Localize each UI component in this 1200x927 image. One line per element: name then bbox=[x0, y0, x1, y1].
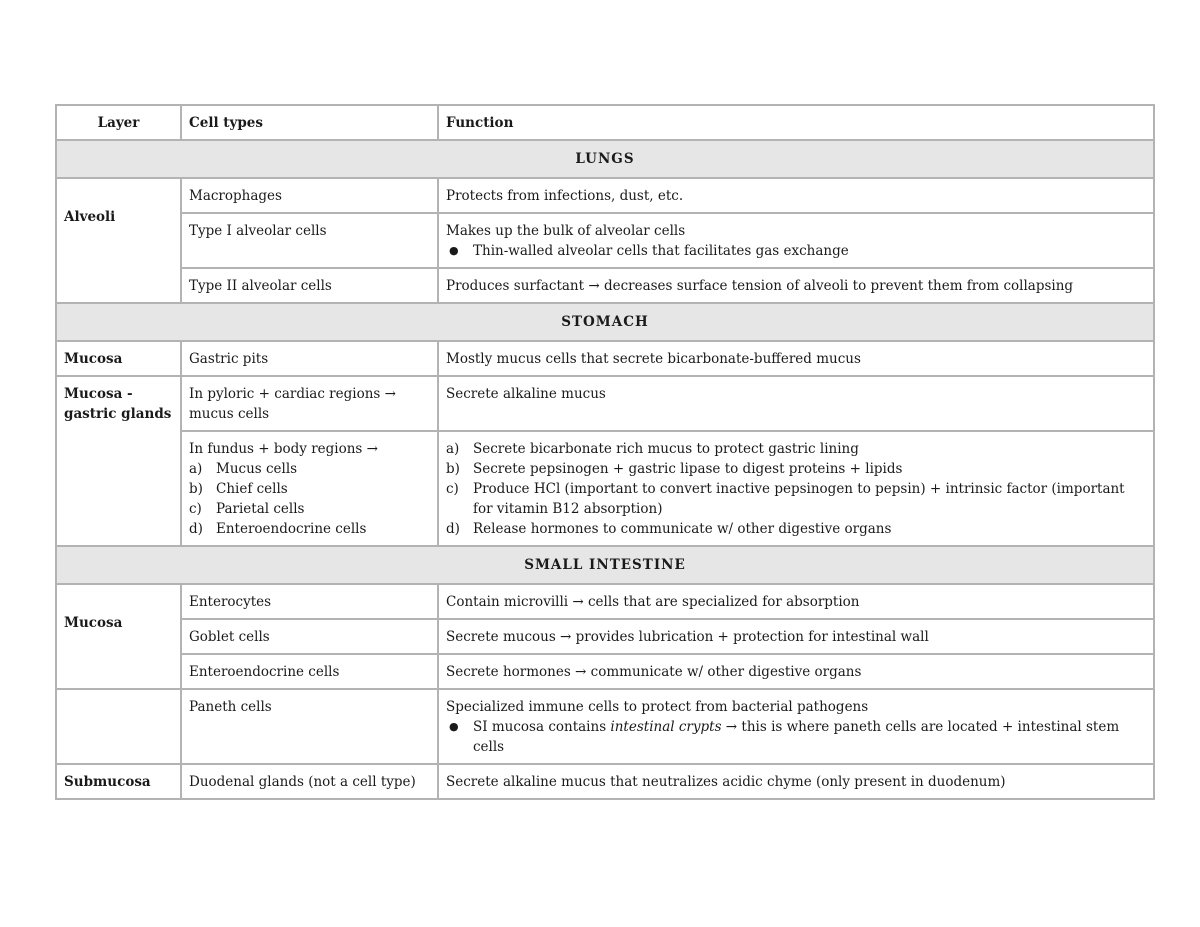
table-row bbox=[56, 341, 1154, 376]
cell-type: Macrophages bbox=[181, 178, 438, 213]
list-marker: d) bbox=[189, 521, 203, 537]
cell-type: Type I alveolar cells bbox=[181, 213, 438, 268]
list-marker: a) bbox=[446, 441, 460, 457]
list-text: Secrete pepsinogen + gastric lipase to digest proteins + lipids bbox=[473, 461, 903, 477]
bullet-icon: ● bbox=[449, 720, 459, 733]
function-text: Produces surfactant → decreases surface tension of alveoli to prevent them from collapsing bbox=[438, 268, 1154, 303]
section-stomach bbox=[56, 303, 1154, 341]
header-cell-types: Cell types bbox=[181, 105, 438, 140]
function-text: Makes up the bulk of alveolar cells bbox=[446, 223, 686, 239]
list-item bbox=[446, 439, 1146, 459]
layer-empty bbox=[56, 689, 181, 764]
cell-type: Type II alveolar cells bbox=[181, 268, 438, 303]
list-item bbox=[189, 479, 430, 499]
list-item bbox=[446, 459, 1146, 479]
function-text: Secrete alkaline mucus that neutralizes acidic chyme (only present in duodenum) bbox=[438, 764, 1154, 799]
list-text: Mucus cells bbox=[216, 461, 298, 477]
list-text: Chief cells bbox=[216, 481, 288, 497]
header-row bbox=[56, 105, 1154, 140]
list-marker: c) bbox=[189, 501, 202, 517]
list-item bbox=[446, 479, 1146, 519]
function-cell bbox=[438, 689, 1154, 764]
cell-type: Enteroendocrine cells bbox=[181, 654, 438, 689]
cell-type: Goblet cells bbox=[181, 619, 438, 654]
function-text: Secrete mucous → provides lubrication + protection for intestinal wall bbox=[438, 619, 1154, 654]
cell-type: Enterocytes bbox=[181, 584, 438, 619]
table-row bbox=[56, 431, 1154, 546]
cell-type: Paneth cells bbox=[181, 689, 438, 764]
layer-label: Mucosa bbox=[56, 341, 181, 376]
list-marker: b) bbox=[189, 481, 203, 497]
list-item bbox=[189, 459, 430, 479]
cell-type-intro: In fundus + body regions → bbox=[189, 441, 378, 457]
table-row bbox=[56, 764, 1154, 799]
layer-label: Alveoli bbox=[64, 209, 116, 225]
list-marker: c) bbox=[446, 481, 459, 497]
list-marker: a) bbox=[189, 461, 203, 477]
cell-type: Gastric pits bbox=[181, 341, 438, 376]
function-text: Secrete alkaline mucus bbox=[438, 376, 1154, 431]
layer-cell bbox=[56, 178, 181, 303]
function-ordered-list bbox=[446, 439, 1146, 539]
bullet-item bbox=[446, 717, 1146, 757]
bullet-icon: ● bbox=[449, 244, 459, 257]
list-text: Secrete bicarbonate rich mucus to protect gastric lining bbox=[473, 441, 859, 457]
layer-cell bbox=[56, 584, 181, 689]
table-row bbox=[56, 376, 1154, 431]
list-text: Release hormones to communicate w/ other digestive organs bbox=[473, 521, 892, 537]
bullet-text: Thin-walled alveolar cells that facilitates gas exchange bbox=[473, 243, 849, 259]
histology-table bbox=[55, 104, 1155, 800]
function-text: Secrete hormones → communicate w/ other digestive organs bbox=[438, 654, 1154, 689]
function-cell bbox=[438, 213, 1154, 268]
table-row bbox=[56, 178, 1154, 213]
list-text: Parietal cells bbox=[216, 501, 305, 517]
layer-label: Mucosa bbox=[64, 615, 123, 631]
cell-type-ordered-list bbox=[189, 459, 430, 539]
section-title: LUNGS bbox=[56, 140, 1154, 178]
list-item bbox=[446, 519, 1146, 539]
function-text: Mostly mucus cells that secrete bicarbonate-buffered mucus bbox=[438, 341, 1154, 376]
list-marker: d) bbox=[446, 521, 460, 537]
header-layer: Layer bbox=[56, 105, 181, 140]
bullet-text-emphasis: intestinal crypts bbox=[610, 719, 722, 735]
table-row bbox=[56, 213, 1154, 268]
function-text: Contain microvilli → cells that are specialized for absorption bbox=[438, 584, 1154, 619]
list-item bbox=[189, 499, 430, 519]
section-small-intestine bbox=[56, 546, 1154, 584]
section-title: STOMACH bbox=[56, 303, 1154, 341]
list-marker: b) bbox=[446, 461, 460, 477]
function-text: Specialized immune cells to protect from bacterial pathogens bbox=[446, 699, 869, 715]
table-row bbox=[56, 689, 1154, 764]
header-function: Function bbox=[438, 105, 1154, 140]
bullet-text-pre: SI mucosa contains bbox=[473, 719, 611, 735]
bullet-text-post: → this is where paneth cells are located + intestinal stem cells bbox=[473, 719, 1120, 755]
layer-label: Mucosa - gastric glands bbox=[56, 376, 181, 546]
table-row bbox=[56, 268, 1154, 303]
function-list bbox=[438, 431, 1154, 546]
table-row bbox=[56, 654, 1154, 689]
section-title: SMALL INTESTINE bbox=[56, 546, 1154, 584]
cell-type: Duodenal glands (not a cell type) bbox=[181, 764, 438, 799]
table-row bbox=[56, 619, 1154, 654]
bullet-item bbox=[446, 241, 1146, 261]
cell-type: In pyloric + cardiac regions → mucus cells bbox=[181, 376, 438, 431]
table-row bbox=[56, 584, 1154, 619]
cell-type-list bbox=[181, 431, 438, 546]
list-text: Enteroendocrine cells bbox=[216, 521, 367, 537]
list-item bbox=[189, 519, 430, 539]
layer-label: Submucosa bbox=[56, 764, 181, 799]
section-lungs bbox=[56, 140, 1154, 178]
list-text: Produce HCl (important to convert inactive pepsinogen to pepsin) + intrinsic factor (important for vitamin B12 absorption) bbox=[473, 481, 1125, 517]
function-text: Protects from infections, dust, etc. bbox=[438, 178, 1154, 213]
